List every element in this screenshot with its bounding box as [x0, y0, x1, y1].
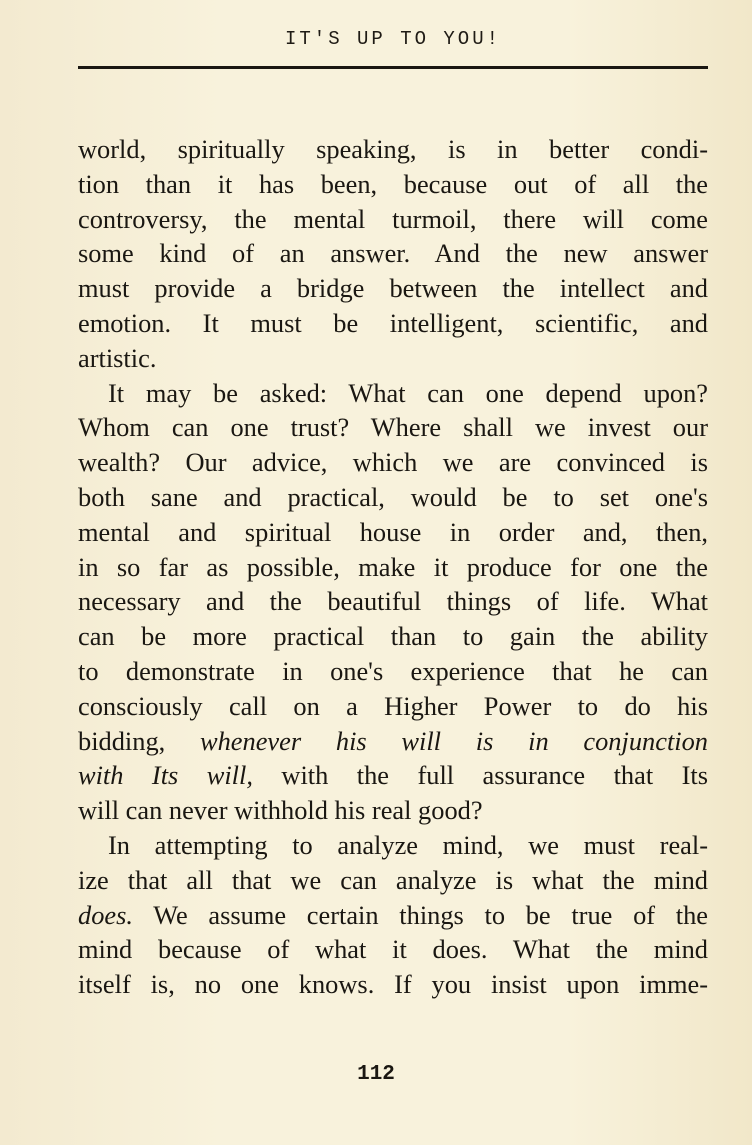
text-segment: In attempting to analyze mind, we must real-: [108, 829, 708, 860]
text-line: [78, 724, 708, 759]
header-rule: [78, 66, 708, 69]
text-segment: wealth? Our advice, which we are convinced is: [78, 447, 708, 478]
text-line: [78, 898, 708, 933]
text-line: [78, 480, 708, 515]
text-line: [78, 306, 708, 341]
text-segment: to demonstrate in one's experience that he can: [78, 655, 708, 686]
text-segment: Whom can one trust? Where shall we invest our: [78, 412, 708, 443]
text-segment: artistic.: [78, 342, 157, 373]
text-line: [78, 619, 708, 654]
text-segment: consciously call on a Higher Power to do his: [78, 690, 708, 721]
text-segment: necessary and the beautiful things of life. What: [78, 586, 708, 617]
text-segment: emotion. It must be intelligent, scientific, and: [78, 307, 708, 338]
italic-segment: with Its will,: [78, 760, 253, 791]
text-segment: mental and spiritual house in order and, then,: [78, 516, 708, 547]
text-segment: mind because of what it does. What the mind: [78, 934, 708, 965]
italic-segment: whenever his will is in conjunction: [200, 725, 708, 756]
text-line: [78, 236, 708, 271]
text-segment: must provide a bridge between the intellect and: [78, 273, 708, 304]
text-segment: It may be asked: What can one depend upon?: [108, 377, 708, 408]
text-segment: some kind of an answer. And the new answer: [78, 238, 708, 269]
text-segment: controversy, the mental turmoil, there will come: [78, 203, 708, 234]
text-line: [78, 376, 708, 411]
text-segment: in so far as possible, make it produce for one the: [78, 551, 708, 582]
text-line: [78, 515, 708, 550]
text-line: [78, 202, 708, 237]
text-line: [78, 550, 708, 585]
text-segment: can be more practical than to gain the ability: [78, 621, 708, 652]
text-line: [78, 793, 708, 828]
text-line: [78, 967, 708, 1002]
text-line: [78, 341, 708, 376]
text-line: [78, 410, 708, 445]
italic-segment: does.: [78, 899, 133, 930]
text-line: [78, 828, 708, 863]
text-line: [78, 758, 708, 793]
text-segment: ize that all that we can analyze is what the mind: [78, 864, 708, 895]
text-segment: both sane and practical, would be to set one's: [78, 481, 708, 512]
text-segment: bidding,: [78, 725, 200, 756]
text-line: [78, 445, 708, 480]
text-line: [78, 654, 708, 689]
text-segment: will can never withhold his real good?: [78, 795, 483, 826]
text-line: [78, 271, 708, 306]
body-text: [78, 132, 708, 1002]
text-segment: We assume certain things to be true of the: [132, 899, 708, 930]
text-line: [78, 932, 708, 967]
text-segment: tion than it has been, because out of all the: [78, 168, 708, 199]
text-line: [78, 689, 708, 724]
running-head: IT'S UP TO YOU!: [284, 28, 502, 50]
text-segment: itself is, no one knows. If you insist upon imme-: [78, 969, 708, 1000]
text-segment: with the full assurance that Its: [252, 760, 708, 791]
text-line: [78, 584, 708, 619]
text-segment: world, spiritually speaking, is in better condi-: [78, 134, 708, 164]
text-line: [78, 863, 708, 898]
text-line: [78, 132, 708, 167]
page-number: 112: [357, 1063, 395, 1086]
text-line: [78, 167, 708, 202]
